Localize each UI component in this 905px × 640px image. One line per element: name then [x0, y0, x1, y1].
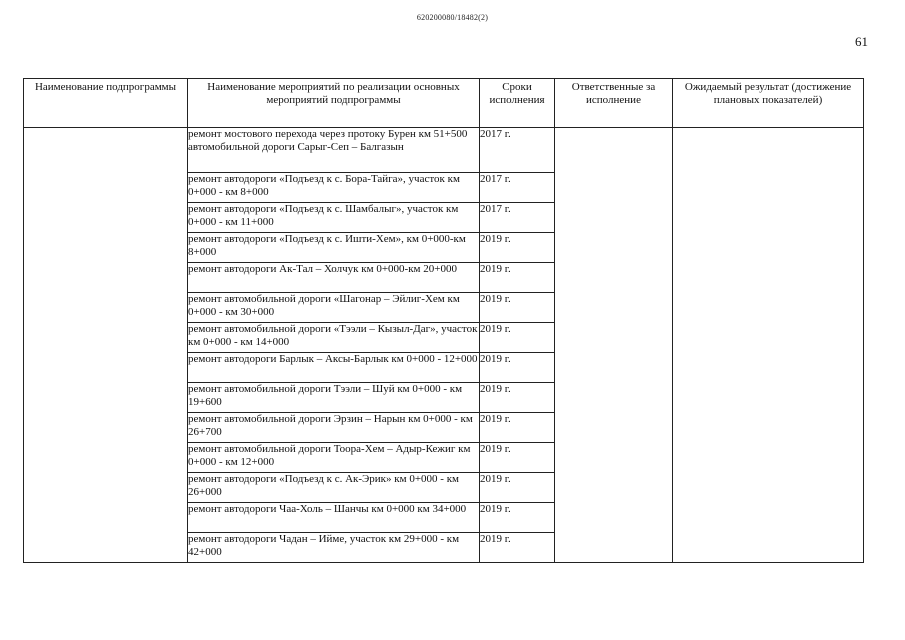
event-cell: ремонт автодороги «Подъезд к с. Шамбалыг», участок км 0+000 - км 11+000	[188, 203, 480, 233]
col-header-expected-result: Ожидаемый результат (достижение плановых показателей)	[673, 79, 864, 128]
col-header-subprogram: Наименование подпрограммы	[24, 79, 188, 128]
term-cell: 2017 г.	[480, 173, 555, 203]
subprogram-cell	[24, 128, 188, 563]
col-header-events: Наименование мероприятий по реализации основных мероприятий подпрограммы	[188, 79, 480, 128]
event-cell: ремонт автодороги Чаа-Холь – Шанчы км 0+000 км 34+000	[188, 503, 480, 533]
responsible-cell	[555, 128, 673, 563]
event-cell: ремонт автомобильной дороги Эрзин – Нарын км 0+000 - км 26+700	[188, 413, 480, 443]
event-cell: ремонт автодороги Ак-Тал – Холчук км 0+000-км 20+000	[188, 263, 480, 293]
measures-table	[23, 78, 864, 563]
event-cell: ремонт автомобильной дороги «Тээли – Кызыл-Даг», участок км 0+000 - км 14+000	[188, 323, 480, 353]
term-cell: 2019 г.	[480, 473, 555, 503]
term-cell: 2019 г.	[480, 233, 555, 263]
expected-result-cell	[673, 128, 864, 563]
page-number: 61	[855, 34, 868, 49]
term-cell: 2017 г.	[480, 128, 555, 173]
document-code: 620200080/18482(2)	[416, 13, 489, 22]
event-cell: ремонт автодороги Барлык – Аксы-Барлык км 0+000 - 12+000	[188, 353, 480, 383]
event-cell: ремонт автомобильной дороги Тоора-Хем – Адыр-Кежиг км 0+000 - км 12+000	[188, 443, 480, 473]
event-cell: ремонт автомобильной дороги Тээли – Шуй км 0+000 - км 19+600	[188, 383, 480, 413]
table-row	[24, 128, 864, 173]
event-cell: ремонт автодороги «Подъезд к с. Бора-Тайга», участок км 0+000 - км 8+000	[188, 173, 480, 203]
term-cell: 2019 г.	[480, 353, 555, 383]
table-header-row	[24, 79, 864, 128]
event-cell: ремонт мостового перехода через протоку Бурен км 51+500 автомобильной дороги Сарыг-Сеп – Балгазын	[188, 128, 480, 173]
event-cell: ремонт автодороги «Подъезд к с. Ишти-Хем», км 0+000-км 8+000	[188, 233, 480, 263]
term-cell: 2019 г.	[480, 323, 555, 353]
term-cell: 2019 г.	[480, 413, 555, 443]
event-cell: ремонт автодороги Чадан – Ийме, участок км 29+000 - км 42+000	[188, 533, 480, 563]
event-cell: ремонт автодороги «Подъезд к с. Ак-Эрик» км 0+000 - км 26+000	[188, 473, 480, 503]
term-cell: 2017 г.	[480, 203, 555, 233]
col-header-terms: Сроки исполнения	[480, 79, 555, 128]
term-cell: 2019 г.	[480, 533, 555, 563]
event-cell: ремонт автомобильной дороги «Шагонар – Эйлиг-Хем км 0+000 - км 30+000	[188, 293, 480, 323]
term-cell: 2019 г.	[480, 263, 555, 293]
col-header-responsible: Ответственные за исполнение	[555, 79, 673, 128]
term-cell: 2019 г.	[480, 293, 555, 323]
term-cell: 2019 г.	[480, 383, 555, 413]
term-cell: 2019 г.	[480, 443, 555, 473]
term-cell: 2019 г.	[480, 503, 555, 533]
